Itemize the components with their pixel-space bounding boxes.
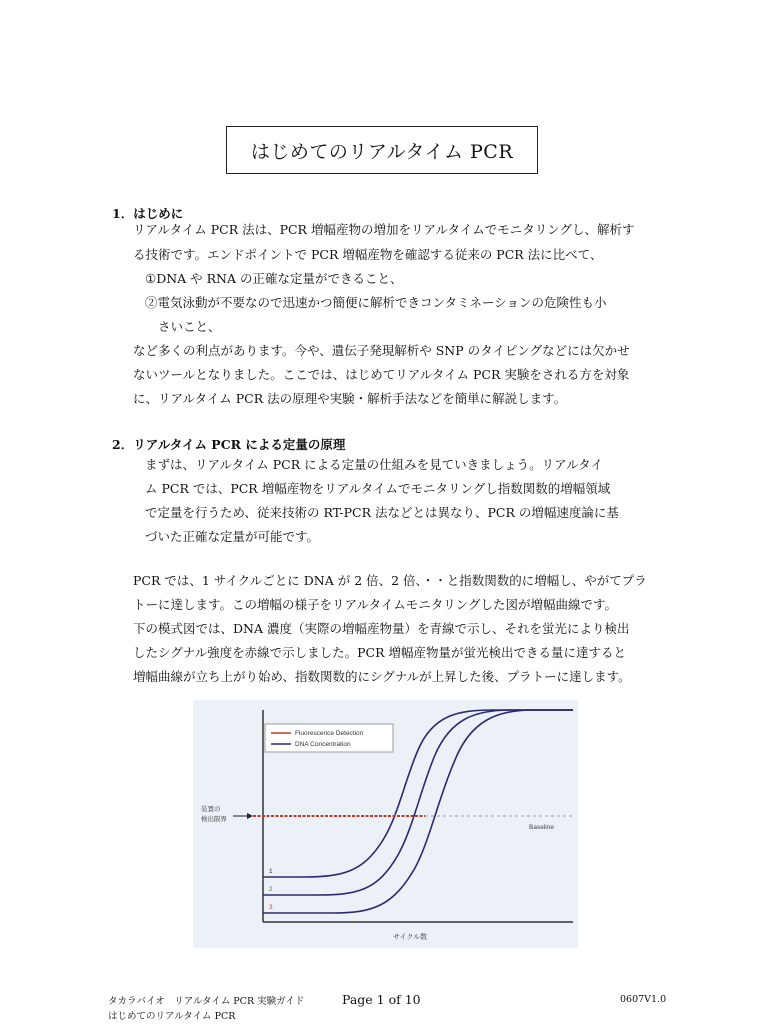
section1-line-1: リアルタイム PCR 法は、PCR 増幅産物の増加をリアルタイムでモニタリングし、解析す [133, 222, 635, 237]
section1-line-2: る技術です。エンドポイントで PCR 増幅産物を確認する従来の PCR 法に比べて、 [133, 247, 603, 262]
curve-label-1: 1 [269, 868, 273, 875]
footer-guide-title: タカラバイオ リアルタイム PCR 実験ガイド [108, 996, 305, 1007]
legend-label-fluorescence: Fluorescence Detection [295, 730, 364, 737]
section2-line-1: まずは、リアルタイム PCR による定量の仕組みを見ていきましょう。リアルタイ [145, 457, 603, 472]
section1-line-4: ②電気泳動が不要なので迅速かつ簡便に解析できコンタミネーションの危険性も小 [145, 295, 607, 310]
footer-version: 0607V1.0 [620, 994, 667, 1005]
section1-line-7: ないツールとなりました。ここでは、はじめてリアルタイム PCR 実験をされる方を対象 [133, 367, 630, 382]
footer-doc-title: はじめてのリアルタイム PCR [108, 1011, 236, 1022]
section2-para2-line-1: PCR では、1 サイクルごとに DNA が 2 倍、2 倍、・・と指数関数的に増幅し、やがてプラ [133, 573, 647, 588]
section1-line-3: ①DNA や RNA の正確な定量ができること、 [145, 271, 403, 286]
section2-line-2: ム PCR では、PCR 増幅産物をリアルタイムでモニタリングし指数関数的増幅領域 [145, 481, 611, 496]
section2-line-3: で定量を行うため、従来技術の RT-PCR 法などとは異なり、PCR の増幅速度論に基 [145, 505, 619, 520]
curve-label-2: 2 [269, 886, 273, 893]
section1-line-6: など多くの利点があります。今や、遺伝子発現解析や SNP のタイピングなどには欠かせ [133, 343, 630, 358]
section2-heading: 2．リアルタイム PCR による定量の原理 [112, 437, 346, 452]
amplification-curve-figure [193, 700, 578, 948]
page-number: Page 1 of 10 [342, 992, 421, 1007]
section1-heading: 1．はじめに [112, 206, 184, 221]
section2-para2-line-3: 下の模式図では、DNA 濃度（実際の増幅産物量）を青線で示し、それを蛍光により検出 [133, 621, 630, 636]
document-title: はじめてのリアルタイム PCR [226, 126, 538, 174]
curve-label-3: 3 [269, 904, 273, 911]
baseline-label: Baseline [529, 824, 554, 831]
section2-para2-line-2: トーに達します。この増幅の様子をリアルタイムモニタリングした図が増幅曲線です。 [133, 597, 618, 612]
section2-para2-line-5: 増幅曲線が立ち上がり始め、指数関数的にシグナルが上昇した後、プラトーに達します。 [133, 669, 631, 684]
threshold-label-2: 検出限界 [201, 815, 227, 823]
amplification-curve-svg [193, 700, 578, 948]
section2-line-4: づいた正確な定量が可能です。 [145, 529, 320, 544]
legend-label-dna: DNA Concentration [295, 741, 351, 748]
x-axis-label: サイクル数 [393, 933, 428, 941]
section1-line-8: に、リアルタイム PCR 法の原理や実験・解析手法などを簡単に解説します。 [133, 391, 567, 406]
section1-line-5: さいこと、 [158, 319, 221, 334]
section2-para2-line-4: したシグナル強度を赤線で示しました。PCR 増幅産物量が蛍光検出できる量に達すると [133, 645, 626, 660]
threshold-label-1: 装置の [201, 805, 221, 813]
